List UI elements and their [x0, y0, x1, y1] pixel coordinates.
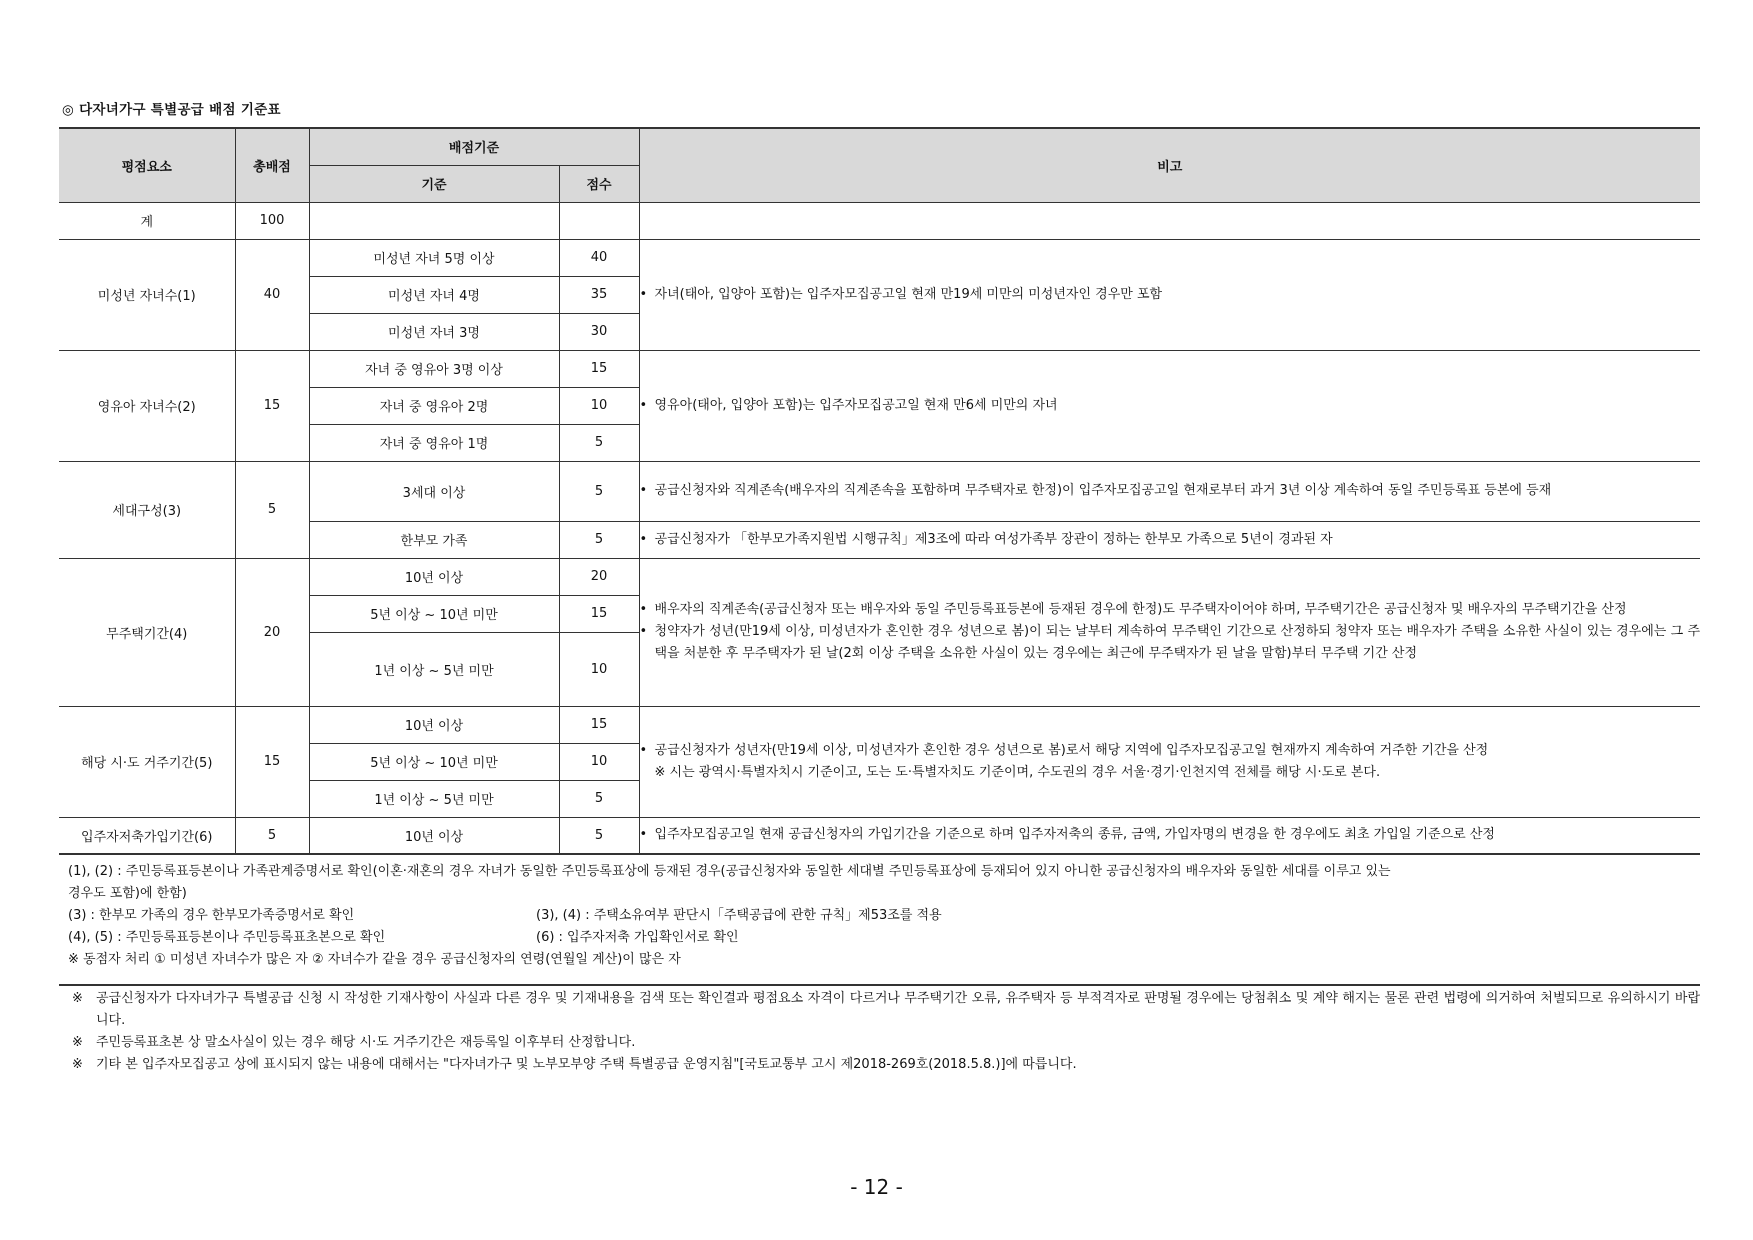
table-row [59, 202, 1700, 239]
score-cell: 15 [559, 706, 639, 743]
remark-text: 배우자의 직계존속(공급신청자 또는 배우자와 동일 주민등록표등본에 등재된 경우에 한정)도 무주택자이어야 하며, 무주택기간은 공급신청자 및 배우자의 무주택기간을 산정 [654, 602, 1627, 617]
remarks-cell: • 영유아(태아, 입양아 포함)는 입주자모집공고일 현재 만6세 미만의 자녀 [639, 350, 1700, 461]
footnote-1: (1), (2) : 주민등록표등본이나 가족관계증명서로 확인(이혼·재혼의 경우 자녀가 동일한 주민등록표상에 등재된 경우(공급신청자와 동일한 세대별 주민등록표상에 등재되어 있지 아니한 공급신청자의 배우자와 동일한 세대를 이루고 있는 [68, 864, 1391, 879]
criteria-cell: 한부모 가족 [309, 521, 559, 558]
notice-text: 주민등록표초본 상 말소사실이 있는 경우 해당 시·도 거주기간은 재등록일 이후부터 산정합니다. [96, 1035, 636, 1050]
table-row [59, 706, 1700, 743]
factor-cell: 세대구성(3) [59, 461, 235, 558]
factor-cell: 미성년 자녀수(1) [59, 239, 235, 350]
factor-cell: 해당 시·도 거주기간(5) [59, 706, 235, 817]
factor-total: 5 [235, 461, 309, 558]
notice-item: ※ 기타 본 입주자모집공고 상에 표시되지 않는 내용에 대해서는 "다자녀가구 및 노부모부양 주택 특별공급 운영지침"[국토교통부 고시 제2018-269호(2018.5.8.)]에 따릅니다. [72, 1054, 1700, 1076]
table-row [59, 239, 1700, 276]
factor-total: 40 [235, 239, 309, 350]
criteria-cell: 3세대 이상 [309, 461, 559, 521]
remark-text: 공급신청자가 성년자(만19세 이상, 미성년자가 혼인한 경우 성년으로 봄)로서 해당 지역에 입주자모집공고일 현재까지 계속하여 거주한 기간을 산정 [654, 742, 1489, 758]
factor-cell: 영유아 자녀수(2) [59, 350, 235, 461]
footnote-3-4: (3), (4) : 주택소유여부 판단시「주택공급에 관한 규칙」제53조를 적용 [536, 908, 942, 923]
factor-cell: 입주자저축가입기간(6) [59, 817, 235, 854]
table-row [59, 558, 1700, 595]
remarks-cell: • 공급신청자가 성년자(만19세 이상, 미성년자가 혼인한 경우 성년으로 봄)로서 해당 지역에 입주자모집공고일 현재까지 계속하여 거주한 기간을 산정 ※ 시는 광역시·특별자치시 기준이고, 도는 도·특별자치도 기준이며, 수도권의 경우 서울·경기·인천지역 전체를 해당 시·도로 본다. [639, 706, 1700, 817]
criteria-cell: 자녀 중 영유아 1명 [309, 424, 559, 461]
header-score: 점수 [559, 165, 639, 202]
criteria-cell: 미성년 자녀 3명 [309, 313, 559, 350]
footnote-1-cont: 경우도 포함)에 한함) [68, 886, 187, 901]
remark-text: 영유아(태아, 입양아 포함)는 입주자모집공고일 현재 만6세 미만의 자녀 [654, 397, 1058, 413]
section-divider [59, 984, 1700, 986]
remark-subnote: ※ 시는 광역시·특별자치시 기준이고, 도는 도·특별자치도 기준이며, 수도권의 경우 서울·경기·인천지역 전체를 해당 시·도로 본다. [654, 764, 1381, 780]
score-cell: 10 [559, 387, 639, 424]
page-title: ◎ 다자녀가구 특별공급 배점 기준표 [62, 102, 281, 118]
criteria-cell: 자녀 중 영유아 3명 이상 [309, 350, 559, 387]
remark-text: 공급신청자가 「한부모가족지원법 시행규칙」제3조에 따라 여성가족부 장관이 정하는 한부모 가족으로 5년이 경과된 자 [654, 531, 1333, 547]
header-criteria: 기준 [309, 165, 559, 202]
score-cell: 10 [559, 743, 639, 780]
remarks-cell: • 배우자의 직계존속(공급신청자 또는 배우자와 동일 주민등록표등본에 등재된 경우에 한정)도 무주택자이어야 하며, 무주택기간은 공급신청자 및 배우자의 무주택기간을 산정 • 청약자가 성년(만19세 이상, 미성년자가 혼인한 경우 성년으로 봄)이 되는 날부터 계속하여 무주택인 기간으로 산정하되 청약자 또는 배우자가 주택을 소유한 사실이 있는 경우에는 그 주택을 처분한 후 무주택자가 된 날(2회 이상 주택을 소유한 사실이 있는 경우에는 최근에 무주택자가 된 날을 말함)부터 무주택 기간 산정 [639, 558, 1700, 706]
footnote-6: (6) : 입주자저축 가입확인서로 확인 [536, 930, 739, 945]
score-cell: 5 [559, 817, 639, 854]
score-cell: 40 [559, 239, 639, 276]
table-row [59, 817, 1700, 854]
footnote-4-5: (4), (5) : 주민등록표등본이나 주민등록표초본으로 확인 [68, 930, 386, 945]
score-cell: 15 [559, 350, 639, 387]
criteria-cell: 10년 이상 [309, 558, 559, 595]
criteria-cell: 10년 이상 [309, 817, 559, 854]
factor-total: 15 [235, 350, 309, 461]
footnote-3: (3) : 한부모 가족의 경우 한부모가족증명서로 확인 [68, 908, 355, 923]
criteria-cell: 5년 이상 ~ 10년 미만 [309, 743, 559, 780]
score-cell: 10 [559, 632, 639, 706]
tie-break-note: ※ 동점자 처리 ① 미성년 자녀수가 많은 자 ② 자녀수가 같을 경우 공급신청자의 연령(연월일 계산)이 많은 자 [68, 952, 681, 967]
notice-item: ※ 공급신청자가 다자녀가구 특별공급 신청 시 작성한 기재사항이 사실과 다른 경우 및 기재내용을 검색 또는 확인결과 평점요소 자격이 다르거나 무주택기간 오류, 유주택자 등 부적격자로 판명될 경우에는 당첨취소 및 계약 해지는 물론 관련 법령에 의거하여 처벌되므로 유의하시기 바랍니다. [72, 988, 1700, 1032]
header-remarks: 비고 [639, 128, 1700, 202]
remarks-cell: • 공급신청자와 직계존속(배우자의 직계존속을 포함하며 무주택자로 한정)이 입주자모집공고일 현재로부터 과거 3년 이상 계속하여 동일 주민등록표 등본에 등재 [639, 461, 1700, 521]
total-value: 100 [235, 202, 309, 239]
score-cell: 35 [559, 276, 639, 313]
remarks-cell: • 자녀(태아, 입양아 포함)는 입주자모집공고일 현재 만19세 미만의 미성년자인 경우만 포함 [639, 239, 1700, 350]
table-row [59, 461, 1700, 521]
table-row [59, 350, 1700, 387]
header-total: 총배점 [235, 128, 309, 202]
notice-item: ※ 주민등록표초본 상 말소사실이 있는 경우 해당 시·도 거주기간은 재등록일 이후부터 산정합니다. [72, 1032, 1700, 1054]
page-number: - 12 - [850, 1175, 903, 1199]
criteria-cell: 1년 이상 ~ 5년 미만 [309, 780, 559, 817]
score-cell: 5 [559, 521, 639, 558]
factor-total: 15 [235, 706, 309, 817]
remark-text: 자녀(태아, 입양아 포함)는 입주자모집공고일 현재 만19세 미만의 미성년자인 경우만 포함 [654, 286, 1163, 302]
factor-total: 20 [235, 558, 309, 706]
criteria-cell: 미성년 자녀 5명 이상 [309, 239, 559, 276]
notice-text: 공급신청자가 다자녀가구 특별공급 신청 시 작성한 기재사항이 사실과 다른 경우 및 기재내용을 검색 또는 확인결과 평점요소 자격이 다르거나 무주택기간 오류, 유주택자 등 부적격자로 판명될 경우에는 당첨취소 및 계약 해지는 물론 관련 법령에 의거하여 처벌되므로 유의하시기 바랍니다. [96, 991, 1700, 1028]
header-factor: 평점요소 [59, 128, 235, 202]
criteria-cell: 5년 이상 ~ 10년 미만 [309, 595, 559, 632]
score-cell: 30 [559, 313, 639, 350]
score-cell: 5 [559, 424, 639, 461]
criteria-cell: 1년 이상 ~ 5년 미만 [309, 632, 559, 706]
criteria-cell: 자녀 중 영유아 2명 [309, 387, 559, 424]
header-criteria-group: 배점기준 [309, 128, 639, 165]
criteria-cell: 미성년 자녀 4명 [309, 276, 559, 313]
remarks-cell: • 공급신청자가 「한부모가족지원법 시행규칙」제3조에 따라 여성가족부 장관이 정하는 한부모 가족으로 5년이 경과된 자 [639, 521, 1700, 558]
remark-text: 청약자가 성년(만19세 이상, 미성년자가 혼인한 경우 성년으로 봄)이 되는 날부터 계속하여 무주택인 기간으로 산정하되 청약자 또는 배우자가 주택을 소유한 사실이 있는 경우에는 그 주택을 처분한 후 무주택자가 된 날(2회 이상 주택을 소유한 사실이 있는 경우에는 최근에 무주택자가 된 날을 말함)부터 무주택 기간 산정 [654, 624, 1701, 661]
remark-text: 공급신청자와 직계존속(배우자의 직계존속을 포함하며 무주택자로 한정)이 입주자모집공고일 현재로부터 과거 3년 이상 계속하여 동일 주민등록표 등본에 등재 [654, 483, 1552, 498]
score-cell: 5 [559, 461, 639, 521]
score-cell: 15 [559, 595, 639, 632]
criteria-cell: 10년 이상 [309, 706, 559, 743]
score-cell: 20 [559, 558, 639, 595]
score-cell: 5 [559, 780, 639, 817]
factor-total: 5 [235, 817, 309, 854]
total-label: 계 [59, 202, 235, 239]
scoring-table [59, 127, 1700, 855]
remark-text: 입주자모집공고일 현재 공급신청자의 가입기간을 기준으로 하며 입주자저축의 종류, 금액, 가입자명의 변경을 한 경우에도 최초 가입일 기준으로 산정 [654, 827, 1495, 843]
remarks-cell: • 입주자모집공고일 현재 공급신청자의 가입기간을 기준으로 하며 입주자저축의 종류, 금액, 가입자명의 변경을 한 경우에도 최초 가입일 기준으로 산정 [639, 817, 1700, 854]
notice-text: 기타 본 입주자모집공고 상에 표시되지 않는 내용에 대해서는 "다자녀가구 및 노부모부양 주택 특별공급 운영지침"[국토교통부 고시 제2018-269호(2018.5.8.)]에 따릅니다. [96, 1057, 1077, 1072]
factor-cell: 무주택기간(4) [59, 558, 235, 706]
